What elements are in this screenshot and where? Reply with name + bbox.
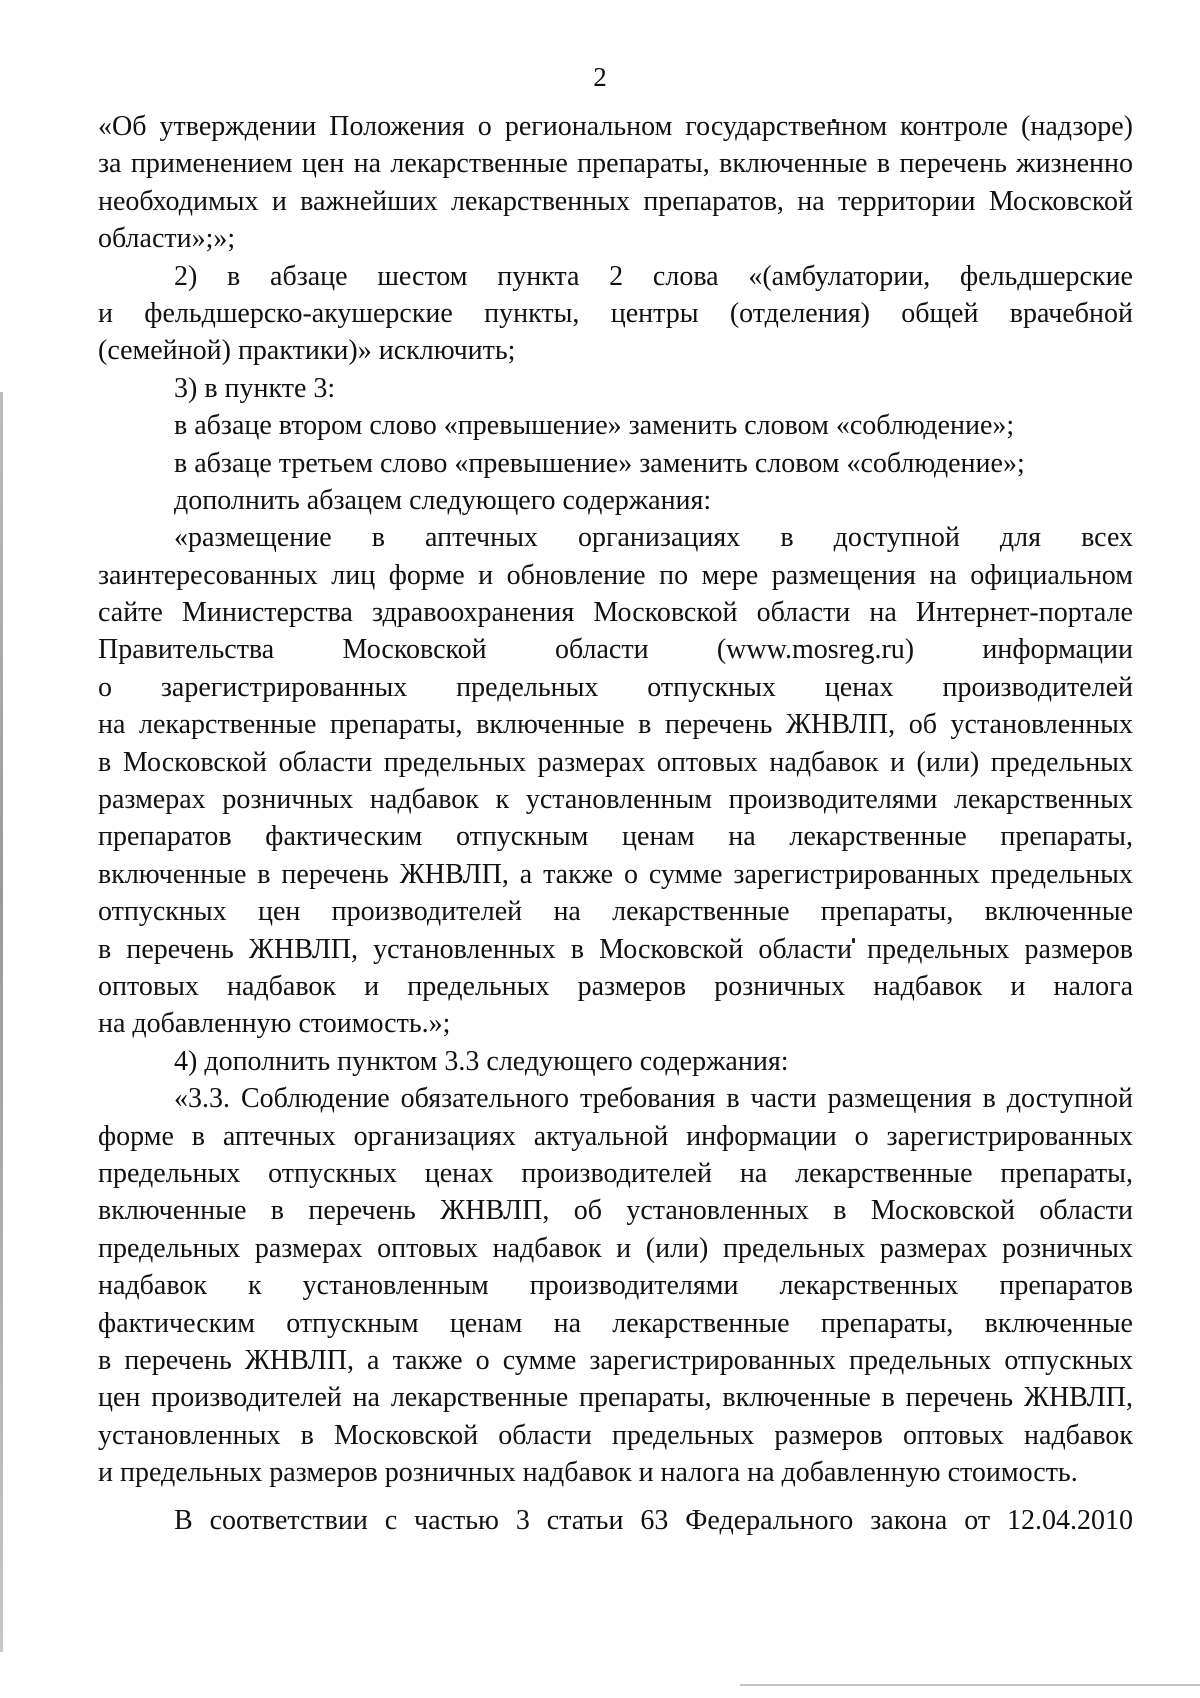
text-line: 2) в абзаце шестом пункта 2 слова «(амбулатории, фельдшерские (174, 260, 1133, 292)
text-line: и фельдшерско-акушерские пункты, центры (отделения) общей врачебной (98, 297, 1133, 329)
text-line: включенные в перечень ЖНВЛП, а также о сумме зарегистрированных предельных (98, 858, 1133, 890)
page-number: 2 (593, 62, 607, 92)
text-line: цен производителей на лекарственные препараты, включенные в перечень ЖНВЛП, (98, 1382, 1133, 1414)
text-line: за применением цен на лекарственные препараты, включенные в перечень жизненно (98, 148, 1133, 180)
text-line: установленных в Московской области предельных размеров оптовых надбавок (98, 1419, 1133, 1451)
text-line: (семейной) практики)» исключить; (98, 335, 516, 367)
text-line: дополнить абзацем следующего содержания: (174, 484, 712, 516)
text-line: оптовых надбавок и предельных размеров розничных надбавок и налога (98, 970, 1133, 1002)
text-line: «Об утверждении Положения о региональном государственном контроле (надзоре) (98, 111, 1133, 142)
text-line: и предельных размеров розничных надбавок и налога на добавленную стоимость. (98, 1457, 1078, 1489)
text-line: «3.3. Соблюдение обязательного требования в части размещения в доступной (174, 1083, 1133, 1115)
text-line: необходимых и важнейших лекарственных препаратов, на территории Московской (98, 185, 1133, 217)
text-line: сайте Министерства здравоохранения Московской области на Интернет-портале (98, 597, 1133, 629)
scan-edge-mark (0, 392, 3, 1652)
text-line: надбавок к установленным производителями лекарственных препаратов (98, 1270, 1133, 1302)
text-line: в перечень ЖНВЛП, установленных в Московской области предельных размеров (98, 933, 1133, 965)
text-line: в абзаце третьем слово «превышение» заменить словом «соблюдение»; (174, 447, 1025, 479)
text-line: о зарегистрированных предельных отпускных ценах производителей (98, 671, 1133, 703)
text-line: отпускных цен производителей на лекарственные препараты, включенные (98, 896, 1133, 928)
text-line: Правительства Московской области (www.mosreg.ru) информации (98, 634, 1133, 666)
text-line: препаратов фактическим отпускным ценам на лекарственные препараты, (98, 821, 1133, 853)
paragraph-gap (98, 1491, 1133, 1502)
text-line: в Московской области предельных размерах оптовых надбавок и (или) предельных (98, 746, 1133, 778)
text-line: предельных размерах оптовых надбавок и (или) предельных размерах розничных (98, 1232, 1133, 1264)
text-line: области»;»; (98, 223, 236, 255)
text-line: «размещение в аптечных организациях в доступной для всех (174, 522, 1133, 554)
text-line: на добавленную стоимость.»; (98, 1008, 451, 1040)
text-line: размерах розничных надбавок к установленным производителями лекарственных (98, 784, 1133, 816)
text-line: заинтересованных лиц форме и обновление по мере размещения на официальном (98, 559, 1133, 591)
text-line: на лекарственные препараты, включенные в перечень ЖНВЛП, об установленных (98, 709, 1133, 741)
text-line: форме в аптечных организациях актуальной информации о зарегистрированных (98, 1120, 1133, 1152)
scan-bottom-mark (740, 1684, 1200, 1686)
text-line: предельных отпускных ценах производителей на лекарственные препараты, (98, 1157, 1133, 1189)
document-body (98, 108, 1133, 1540)
text-line: включенные в перечень ЖНВЛП, об установленных в Московской области (98, 1195, 1133, 1227)
text-line: 3) в пункте 3: (174, 372, 336, 404)
text-line: в абзаце втором слово «превышение» заменить словом «соблюдение»; (174, 410, 1015, 442)
text-line: В соответствии с частью 3 статьи 63 Федерального закона от 12.04.2010 (174, 1505, 1133, 1537)
text-line: в перечень ЖНВЛП, а также о сумме зарегистрированных предельных отпускных (98, 1344, 1133, 1376)
text-line: 4) дополнить пунктом 3.3 следующего содержания: (174, 1045, 789, 1077)
text-line: фактическим отпускным ценам на лекарственные препараты, включенные (98, 1307, 1133, 1339)
